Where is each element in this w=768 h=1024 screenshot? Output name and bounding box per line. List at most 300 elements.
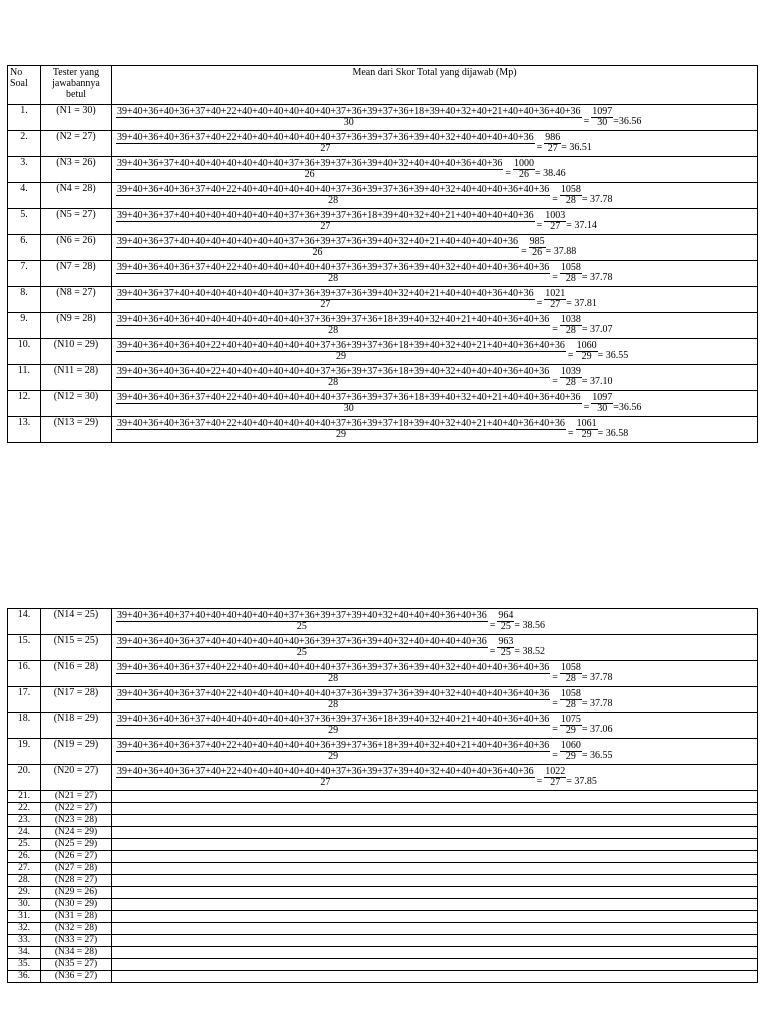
total-numerator: 985	[529, 236, 545, 247]
tester-count: (N1 = 30)	[41, 105, 112, 131]
total-fraction	[560, 715, 582, 736]
question-number: 16.	[8, 661, 41, 687]
total-fraction	[560, 263, 582, 284]
mean-formula	[114, 687, 755, 712]
equals-sign: =	[583, 402, 590, 413]
equals-sign: =	[567, 350, 574, 361]
question-number: 26.	[8, 851, 41, 863]
total-denominator: 28	[565, 377, 576, 388]
mean-formula-cell	[112, 417, 758, 443]
table-row	[8, 887, 758, 899]
total-denominator: 29	[565, 725, 576, 736]
mean-formula-cell	[112, 687, 758, 713]
mean-formula-cell	[112, 815, 758, 827]
tester-count: (N12 = 30)	[41, 391, 112, 417]
table-row	[8, 791, 758, 803]
mean-result: = 37.10	[581, 376, 613, 387]
mean-formula	[114, 209, 755, 234]
equals-sign: =	[536, 776, 543, 787]
equals-sign: =	[536, 298, 543, 309]
question-number: 32.	[8, 923, 41, 935]
table-row	[8, 287, 758, 313]
mean-formula-cell	[112, 339, 758, 365]
total-fraction	[544, 767, 566, 788]
table-row	[8, 339, 758, 365]
table-row	[8, 851, 758, 863]
sum-denominator: 28	[328, 699, 339, 710]
table-row	[8, 391, 758, 417]
question-number: 33.	[8, 935, 41, 947]
sum-fraction	[116, 767, 535, 788]
sum-denominator: 28	[328, 673, 339, 684]
question-number: 24.	[8, 827, 41, 839]
tester-count: (N13 = 29)	[41, 417, 112, 443]
total-fraction	[544, 289, 566, 310]
equals-sign: =	[552, 750, 558, 761]
sum-numerator: 39+40+36+40+36+37+40+22+40+40+40+40+40+40+37+36+39+37+36+18+39+40+32+40+21+40+40+36+40+36	[117, 392, 581, 403]
tester-count: (N28 = 27)	[41, 875, 112, 887]
sum-numerator: 39+40+36+40+37+40+40+40+40+40+40+37+36+39+37+39+40+32+40+40+40+36+40+36	[117, 610, 487, 621]
total-fraction	[497, 611, 514, 632]
question-number: 21.	[8, 791, 41, 803]
sum-fraction	[116, 393, 582, 414]
tester-count: (N14 = 25)	[41, 609, 112, 635]
total-denominator: 28	[565, 699, 576, 710]
sum-denominator: 28	[328, 195, 339, 206]
tester-count: (N16 = 28)	[41, 661, 112, 687]
equals-sign: =	[552, 324, 558, 335]
table-row	[8, 183, 758, 209]
sum-numerator: 39+40+36+40+36+37+40+40+40+40+40+40+37+36+39+37+36+18+39+40+32+40+21+40+40+36+40+36	[117, 714, 550, 725]
mean-result: = 37.81	[566, 298, 597, 309]
table-row	[8, 839, 758, 851]
tester-count: (N5 = 27)	[41, 209, 112, 235]
mean-score-table-part-2	[7, 608, 758, 983]
tester-count: (N15 = 25)	[41, 635, 112, 661]
table-row	[8, 911, 758, 923]
sum-fraction	[116, 263, 550, 284]
total-numerator: 1021	[545, 288, 566, 299]
mean-formula	[114, 609, 755, 634]
mean-formula-cell	[112, 635, 758, 661]
total-denominator: 25	[500, 621, 511, 632]
tester-count: (N32 = 28)	[41, 923, 112, 935]
sum-fraction	[116, 133, 535, 154]
sum-numerator: 39+40+36+40+36+37+40+22+40+40+40+40+40+40+37+36+39+37+39+40+32+40+40+40+36+40+36	[117, 766, 534, 777]
mean-formula	[114, 635, 755, 660]
mean-result: = 36.51	[561, 142, 592, 153]
mean-formula-cell	[112, 365, 758, 391]
sum-numerator: 39+40+36+40+36+40+40+40+40+40+40+40+37+36+39+37+36+18+39+40+32+40+21+40+40+36+40+36	[117, 314, 550, 325]
total-fraction	[560, 689, 582, 710]
total-numerator: 986	[545, 132, 561, 143]
total-numerator: 1058	[560, 262, 581, 273]
total-denominator: 29	[581, 351, 592, 362]
question-number: 29.	[8, 887, 41, 899]
sum-numerator: 39+40+36+40+36+37+40+22+40+40+40+40+40+40+37+36+39+37+36+39+40+32+40+40+40+36+40+36	[117, 688, 550, 699]
mean-formula	[114, 417, 755, 442]
tester-count: (N25 = 29)	[41, 839, 112, 851]
sum-numerator: 39+40+36+40+36+37+40+22+40+40+40+40+40+36+39+37+36+18+39+40+32+40+21+40+40+36+40+36	[117, 740, 550, 751]
equals-sign: =	[552, 194, 558, 205]
total-denominator: 25	[500, 647, 511, 658]
sum-fraction	[116, 741, 550, 762]
mean-formula	[114, 131, 755, 156]
question-number: 30.	[8, 899, 41, 911]
sum-numerator: 39+40+36+40+36+37+40+22+40+40+40+40+40+40+37+36+39+37+36+39+40+32+40+40+40+36+40+36	[117, 262, 550, 273]
mean-formula	[114, 339, 755, 364]
total-fraction	[576, 419, 598, 440]
table-row	[8, 875, 758, 887]
total-fraction	[591, 107, 613, 128]
total-numerator: 1075	[560, 714, 581, 725]
total-numerator: 1061	[576, 418, 597, 429]
table-row	[8, 935, 758, 947]
table-row	[8, 815, 758, 827]
mean-formula-cell	[112, 923, 758, 935]
tester-count: (N11 = 28)	[41, 365, 112, 391]
total-denominator: 27	[550, 299, 561, 310]
header-no-soal: No Soal	[8, 66, 41, 105]
equals-sign: =	[536, 142, 543, 153]
mean-result: = 36.55	[597, 350, 629, 361]
mean-result: = 37.06	[581, 724, 613, 735]
total-numerator: 1000	[514, 158, 534, 169]
table-row	[8, 959, 758, 971]
tester-count: (N2 = 27)	[41, 131, 112, 157]
total-fraction	[591, 393, 613, 414]
mean-formula-cell	[112, 287, 758, 313]
total-numerator: 1022	[545, 766, 566, 777]
mean-formula-cell	[112, 875, 758, 887]
total-denominator: 27	[550, 221, 561, 232]
tester-count: (N26 = 27)	[41, 851, 112, 863]
total-numerator: 1003	[545, 210, 566, 221]
question-number: 27.	[8, 863, 41, 875]
mean-formula-cell	[112, 609, 758, 635]
sum-denominator: 27	[320, 299, 331, 310]
mean-formula	[114, 739, 755, 764]
mean-formula-cell	[112, 313, 758, 339]
sum-denominator: 25	[296, 621, 307, 632]
mean-result: = 37.78	[581, 194, 613, 205]
mean-score-table-part-1	[7, 65, 758, 443]
mean-formula-cell	[112, 791, 758, 803]
sum-numerator: 39+40+36+37+40+40+40+40+40+40+40+37+36+39+37+36+39+40+32+40+21+40+40+40+36+40+36	[117, 288, 534, 299]
mean-formula-cell	[112, 971, 758, 983]
question-number: 19.	[8, 739, 41, 765]
table-row	[8, 635, 758, 661]
mean-formula-cell	[112, 863, 758, 875]
sum-fraction	[116, 715, 550, 736]
question-number: 18.	[8, 713, 41, 739]
mean-formula-cell	[112, 391, 758, 417]
mean-result: = 37.07	[581, 324, 613, 335]
total-numerator: 1097	[592, 392, 613, 403]
sum-denominator: 27	[320, 143, 331, 154]
total-numerator: 1058	[560, 662, 581, 673]
mean-formula	[114, 105, 755, 130]
sum-fraction	[116, 289, 535, 310]
sum-denominator: 28	[328, 377, 339, 388]
sum-fraction	[116, 341, 566, 362]
total-denominator: 29	[581, 429, 592, 440]
sum-denominator: 26	[304, 169, 315, 180]
total-fraction	[560, 185, 582, 206]
total-fraction	[560, 367, 582, 388]
tester-count: (N36 = 27)	[41, 971, 112, 983]
table-row	[8, 739, 758, 765]
table-row	[8, 105, 758, 131]
table-row	[8, 609, 758, 635]
sum-denominator: 27	[320, 777, 331, 788]
total-fraction	[576, 341, 598, 362]
table-row	[8, 417, 758, 443]
equals-sign: =	[489, 620, 496, 631]
tester-count: (N10 = 29)	[41, 339, 112, 365]
tester-count: (N23 = 28)	[41, 815, 112, 827]
question-number: 11.	[8, 365, 41, 391]
table-row	[8, 827, 758, 839]
tester-count: (N7 = 28)	[41, 261, 112, 287]
mean-result: = 37.78	[581, 672, 613, 683]
total-fraction	[560, 741, 582, 762]
total-denominator: 27	[547, 143, 558, 154]
equals-sign: =	[536, 220, 543, 231]
question-number: 2.	[8, 131, 41, 157]
tester-count: (N17 = 28)	[41, 687, 112, 713]
mean-formula-cell	[112, 157, 758, 183]
sum-numerator: 39+40+36+40+36+37+40+22+40+40+40+40+40+40+37+36+39+37+18+39+40+32+40+21+40+40+36+40+36	[117, 418, 565, 429]
sum-numerator: 39+40+36+37+40+40+40+40+40+40+40+37+36+39+37+36+39+40+32+40+21+40+40+40+40+36	[117, 236, 518, 247]
tester-count: (N6 = 26)	[41, 235, 112, 261]
sum-denominator: 29	[328, 751, 339, 762]
question-number: 13.	[8, 417, 41, 443]
sum-numerator: 39+40+36+40+36+40+22+40+40+40+40+40+40+37+36+39+37+36+18+39+40+32+40+40+40+36+40+36	[117, 366, 550, 377]
tester-count: (N27 = 28)	[41, 863, 112, 875]
sum-denominator: 29	[335, 351, 346, 362]
question-number: 35.	[8, 959, 41, 971]
table-row	[8, 661, 758, 687]
tester-count: (N24 = 29)	[41, 827, 112, 839]
sum-numerator: 39+40+36+40+36+37+40+22+40+40+40+40+40+40+37+36+39+37+36+39+40+32+40+40+40+36+40+36	[117, 184, 550, 195]
sum-denominator: 28	[328, 325, 339, 336]
total-fraction	[513, 159, 535, 180]
tester-count: (N29 = 26)	[41, 887, 112, 899]
table-row	[8, 713, 758, 739]
total-denominator: 27	[550, 777, 561, 788]
total-denominator: 28	[565, 673, 576, 684]
mean-result: = 38.56	[514, 620, 545, 631]
mean-formula-cell	[112, 261, 758, 287]
mean-formula	[114, 661, 755, 686]
mean-result: = 37.14	[566, 220, 597, 231]
mean-result: = 37.85	[566, 776, 597, 787]
tester-count: (N18 = 29)	[41, 713, 112, 739]
mean-formula-cell	[112, 887, 758, 899]
total-denominator: 26	[519, 169, 529, 180]
mean-formula-cell	[112, 105, 758, 131]
table-row	[8, 947, 758, 959]
equals-sign: =	[567, 428, 574, 439]
table-row	[8, 803, 758, 815]
sum-fraction	[116, 315, 550, 336]
table-row	[8, 261, 758, 287]
mean-formula-cell	[112, 803, 758, 815]
total-fraction	[560, 663, 582, 684]
equals-sign: =	[552, 376, 558, 387]
total-denominator: 30	[597, 117, 608, 128]
tester-count: (N34 = 28)	[41, 947, 112, 959]
mean-formula-cell	[112, 935, 758, 947]
mean-result: = 36.58	[597, 428, 629, 439]
mean-formula-cell	[112, 959, 758, 971]
total-numerator: 1060	[576, 340, 597, 351]
question-number: 17.	[8, 687, 41, 713]
sum-fraction	[116, 419, 566, 440]
mean-formula-cell	[112, 209, 758, 235]
question-number: 36.	[8, 971, 41, 983]
tester-count: (N30 = 29)	[41, 899, 112, 911]
total-denominator: 29	[565, 751, 576, 762]
table-row	[8, 971, 758, 983]
tester-count: (N8 = 27)	[41, 287, 112, 313]
mean-formula-cell	[112, 911, 758, 923]
mean-formula	[114, 365, 755, 390]
total-numerator: 963	[498, 636, 514, 647]
tester-count: (N33 = 27)	[41, 935, 112, 947]
mean-formula-cell	[112, 183, 758, 209]
tester-count: (N21 = 27)	[41, 791, 112, 803]
tester-count: (N4 = 28)	[41, 183, 112, 209]
total-denominator: 26	[532, 247, 543, 258]
question-number: 5.	[8, 209, 41, 235]
question-number: 20.	[8, 765, 41, 791]
mean-formula	[114, 713, 755, 738]
sum-fraction	[116, 689, 550, 710]
mean-formula-cell	[112, 839, 758, 851]
mean-formula-cell	[112, 131, 758, 157]
equals-sign: =	[552, 698, 558, 709]
total-denominator: 28	[565, 273, 576, 284]
mean-formula-cell	[112, 235, 758, 261]
sum-numerator: 39+40+36+37+40+40+40+40+40+40+40+37+36+39+37+36+18+39+40+32+40+21+40+40+40+40+36	[117, 210, 534, 221]
mean-formula	[114, 765, 755, 790]
question-number: 25.	[8, 839, 41, 851]
sum-denominator: 27	[320, 221, 331, 232]
sum-numerator: 39+40+36+40+36+37+40+22+40+40+40+40+40+40+37+36+39+37+36+18+39+40+32+40+21+40+40+36+40+36	[117, 106, 581, 117]
mean-formula-cell	[112, 851, 758, 863]
table-row	[8, 365, 758, 391]
table-row	[8, 923, 758, 935]
mean-formula-cell	[112, 827, 758, 839]
mean-formula	[114, 183, 755, 208]
question-number: 14.	[8, 609, 41, 635]
total-numerator: 1039	[560, 366, 581, 377]
sum-denominator: 30	[343, 117, 354, 128]
total-numerator: 964	[498, 610, 514, 621]
total-fraction	[560, 315, 582, 336]
total-numerator: 1097	[592, 106, 613, 117]
total-fraction	[544, 133, 561, 154]
mean-formula-cell	[112, 661, 758, 687]
total-denominator: 30	[597, 403, 608, 414]
sum-denominator: 29	[328, 725, 339, 736]
sum-fraction	[116, 637, 488, 658]
sum-fraction	[116, 159, 503, 180]
mean-formula-cell	[112, 765, 758, 791]
table-header-row	[8, 66, 758, 105]
table-row	[8, 765, 758, 791]
table-row	[8, 687, 758, 713]
mean-result: = 38.46	[535, 168, 566, 179]
equals-sign: =	[505, 168, 511, 179]
mean-formula-cell	[112, 947, 758, 959]
total-fraction	[497, 637, 514, 658]
question-number: 22.	[8, 803, 41, 815]
tester-count: (N9 = 28)	[41, 313, 112, 339]
tester-count: (N31 = 28)	[41, 911, 112, 923]
mean-formula	[114, 391, 755, 416]
header-tester: Tester yang jawabannya betul	[41, 66, 112, 105]
question-number: 31.	[8, 911, 41, 923]
sum-fraction	[116, 663, 550, 684]
sum-numerator: 39+40+36+40+36+37+40+40+40+40+40+40+36+39+37+36+39+40+32+40+40+40+40+36	[117, 636, 487, 647]
question-number: 7.	[8, 261, 41, 287]
total-denominator: 28	[565, 325, 576, 336]
table-row	[8, 863, 758, 875]
tester-count: (N22 = 27)	[41, 803, 112, 815]
mean-result: =36.56	[613, 402, 642, 413]
table-row	[8, 131, 758, 157]
table-row	[8, 209, 758, 235]
tester-count: (N35 = 27)	[41, 959, 112, 971]
sum-denominator: 29	[335, 429, 346, 440]
mean-formula	[114, 261, 755, 286]
table-row	[8, 235, 758, 261]
question-number: 6.	[8, 235, 41, 261]
header-mean: Mean dari Skor Total yang dijawab (Mp)	[112, 66, 758, 105]
mean-result: = 37.78	[581, 698, 613, 709]
mean-formula	[114, 157, 755, 182]
table-row	[8, 313, 758, 339]
sum-denominator: 25	[296, 647, 307, 658]
sum-fraction	[116, 367, 550, 388]
sum-fraction	[116, 237, 519, 258]
table-row	[8, 899, 758, 911]
question-number: 8.	[8, 287, 41, 313]
tester-count: (N19 = 29)	[41, 739, 112, 765]
question-number: 12.	[8, 391, 41, 417]
sum-numerator: 39+40+36+40+36+40+22+40+40+40+40+40+40+37+36+39+37+36+18+39+40+32+40+21+40+40+36+40+36	[117, 340, 565, 351]
mean-formula	[114, 313, 755, 338]
sum-numerator: 39+40+36+37+40+40+40+40+40+40+40+37+36+39+37+36+39+40+32+40+40+40+36+40+36	[117, 158, 503, 169]
mean-result: = 38.52	[514, 646, 545, 657]
question-number: 3.	[8, 157, 41, 183]
total-numerator: 1038	[560, 314, 581, 325]
question-number: 34.	[8, 947, 41, 959]
equals-sign: =	[583, 116, 590, 127]
question-number: 1.	[8, 105, 41, 131]
tester-count: (N20 = 27)	[41, 765, 112, 791]
question-number: 10.	[8, 339, 41, 365]
mean-result: = 37.78	[581, 272, 613, 283]
question-number: 4.	[8, 183, 41, 209]
tester-count: (N3 = 26)	[41, 157, 112, 183]
table-row	[8, 157, 758, 183]
sum-numerator: 39+40+36+40+36+37+40+22+40+40+40+40+40+40+37+36+39+37+36+39+40+32+40+40+40+40+36	[117, 132, 534, 143]
sum-denominator: 28	[328, 273, 339, 284]
